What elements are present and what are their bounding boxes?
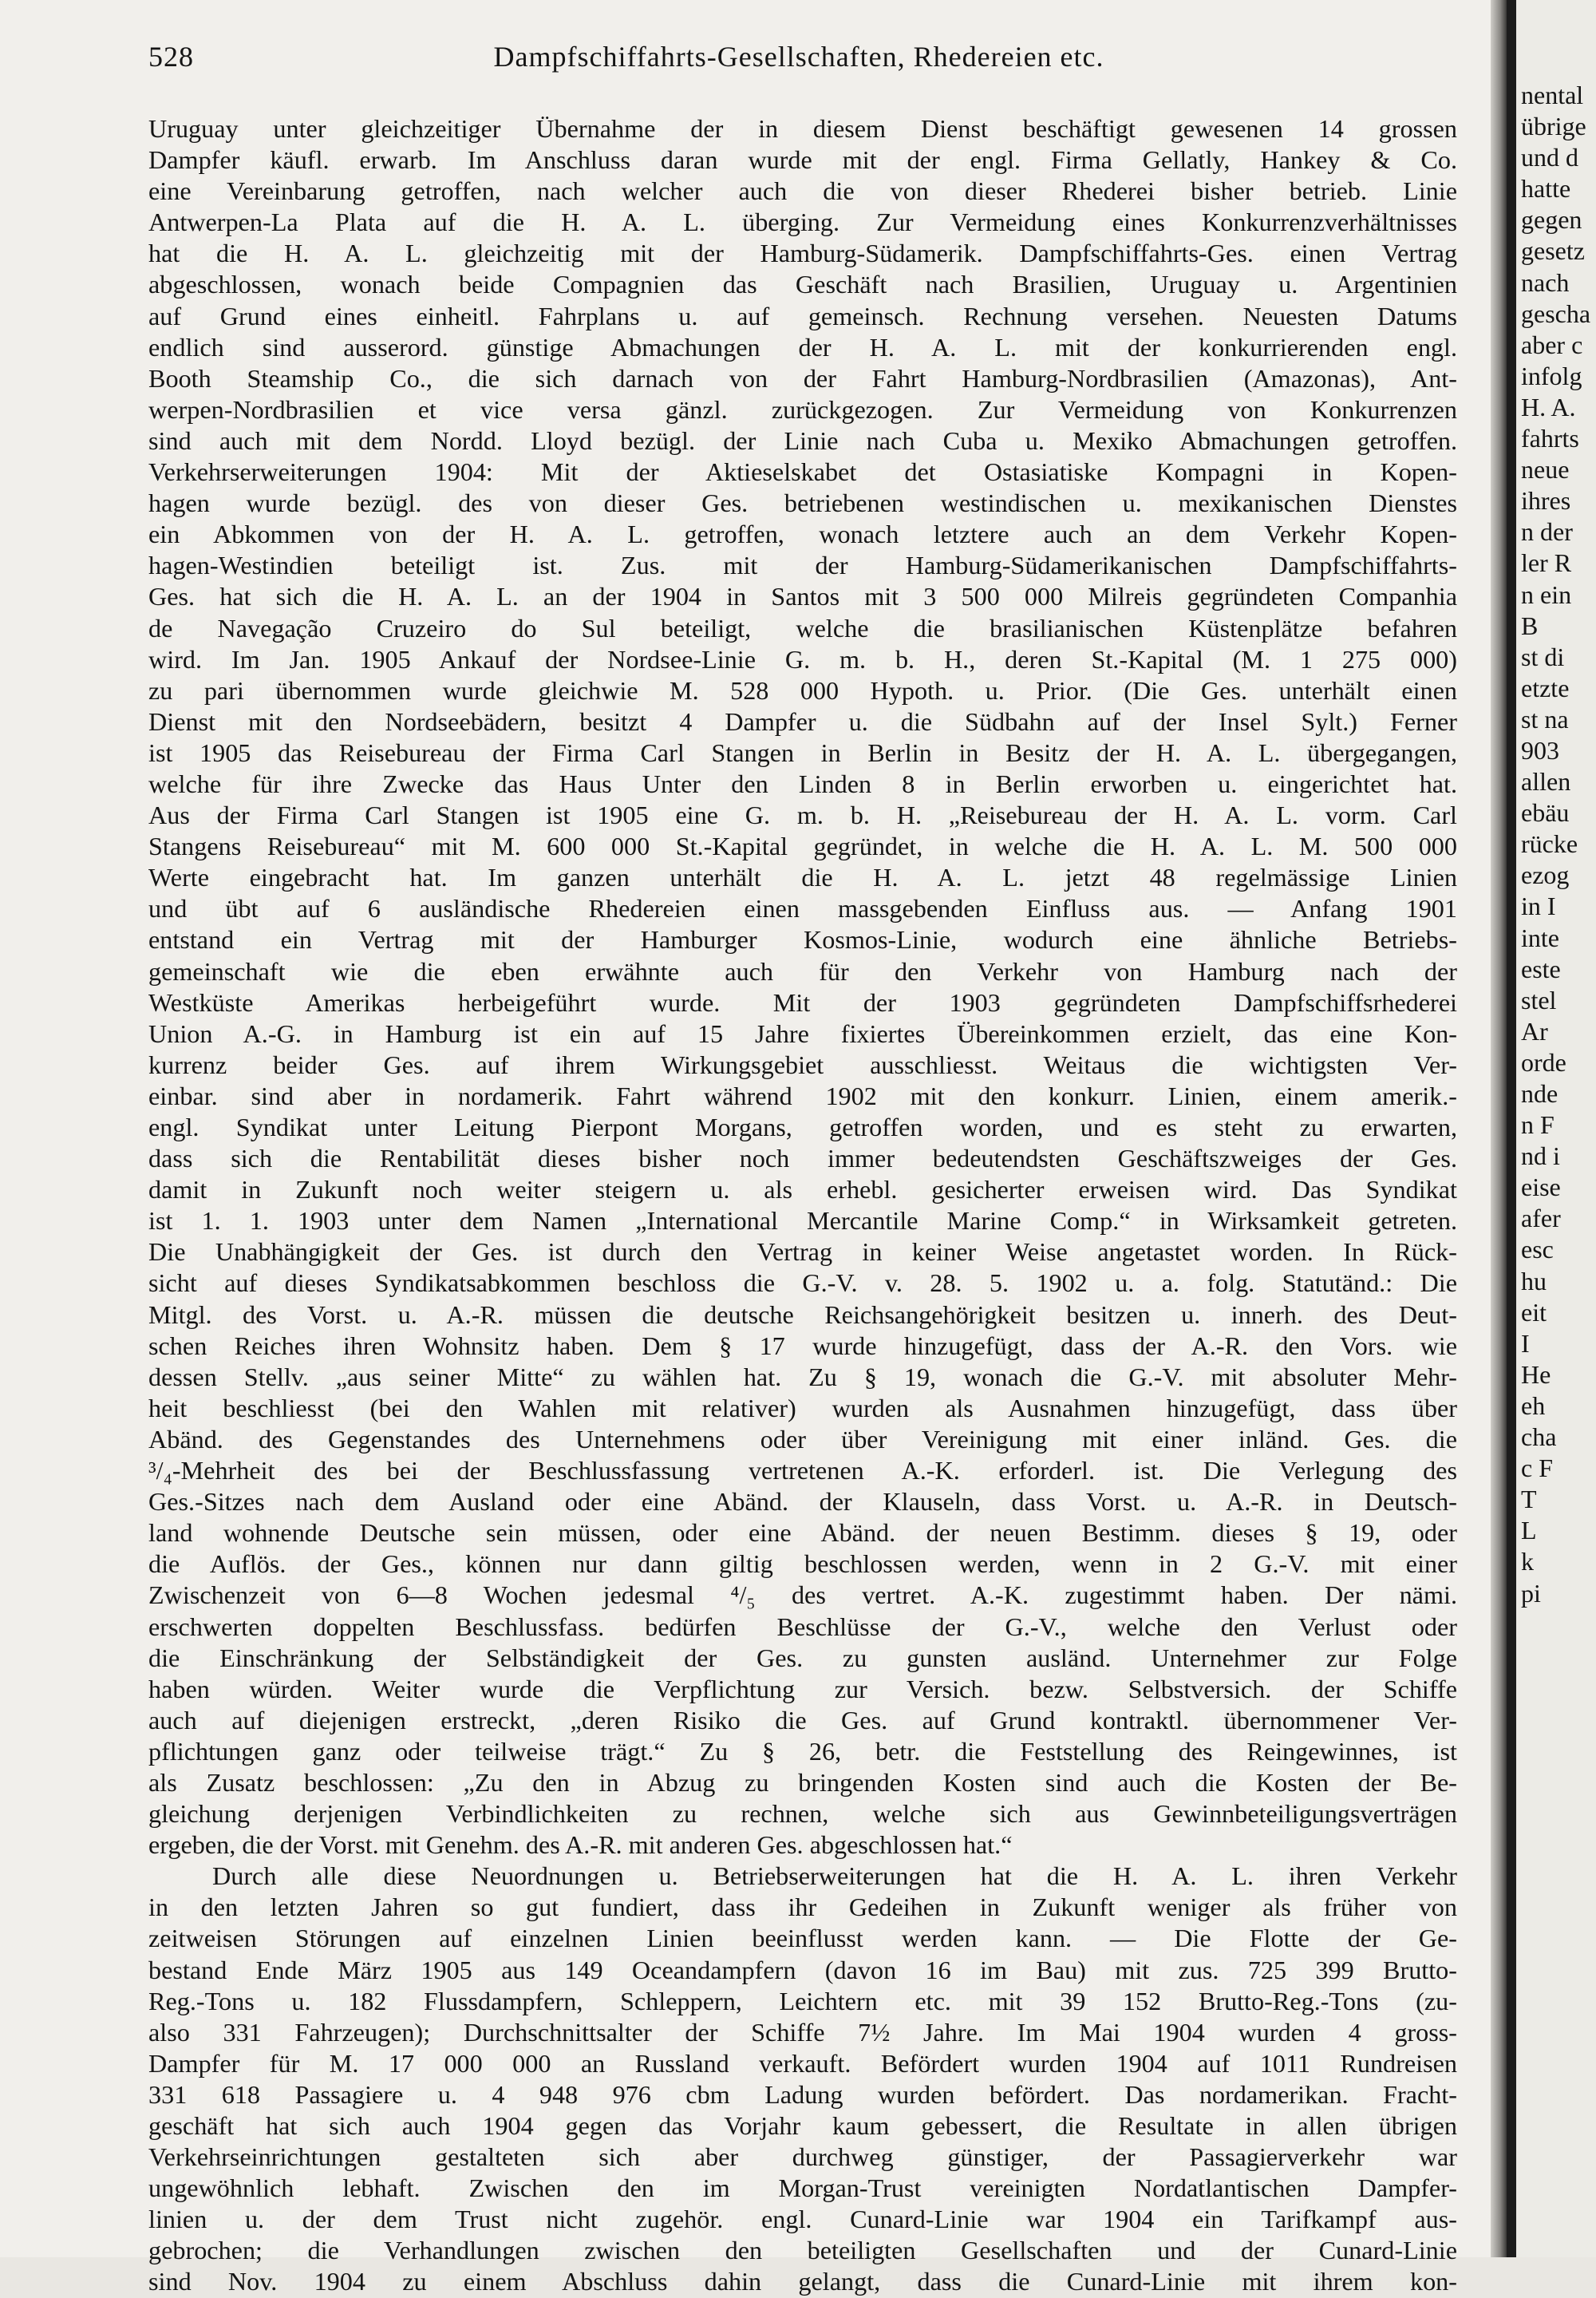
text-line: sind Nov. 1904 zu einem Abschluss dahin gelangt, dass die Cunard-Linie mit ihrem kon- xyxy=(148,2267,1457,2296)
neighbor-fragment: hatte xyxy=(1521,174,1571,204)
text-line: Booth Steamship Co., die sich darnach von der Fahrt Hamburg-Nordbrasilien (Amazonas), Ant- xyxy=(148,363,1457,393)
neighbor-fragment: eise xyxy=(1521,1173,1561,1202)
text-line: auf Grund eines einheitl. Fahrplans u. auf gemeinsch. Rechnung versehen. Neuesten Datums xyxy=(148,301,1457,330)
text-line: dass sich die Rentabilität dieses bisher noch immer bedeutendsten Geschäftszweiges der Ges. xyxy=(148,1144,1457,1173)
text-line: endlich sind ausserord. günstige Abmachungen der H. A. L. mit der konkurrierenden engl. xyxy=(148,332,1457,362)
text-line: Die Unabhängigkeit der Ges. ist durch den Vertrag in keiner Weise angetastet worden. In Rück- xyxy=(148,1237,1457,1267)
neighbor-fragment: este xyxy=(1521,954,1561,983)
neighbor-fragment: gescha xyxy=(1521,299,1591,328)
text-line: ein Abkommen von der H. A. L. getroffen, wonach letztere auch an dem Verkehr Kopen- xyxy=(148,520,1457,549)
text-line: zu pari übernommen wurde gleichwie M. 528 000 Hypoth. u. Prior. (Die Ges. unterhält einen xyxy=(148,675,1457,705)
text-line: hagen wurde bezügl. des von dieser Ges. betriebenen westindischen u. mexikanischen Dienstes xyxy=(148,488,1457,518)
text-line: hat die H. A. L. gleichzeitig mit der Hamburg-Südamerik. Dampfschiffahrts-Ges. einen Vertrag xyxy=(148,239,1457,268)
neighbor-fragment: B xyxy=(1521,611,1539,640)
neighbor-fragment: orde xyxy=(1521,1047,1566,1077)
neighbor-page-text xyxy=(1521,80,1590,1609)
neighbor-fragment: n der xyxy=(1521,517,1573,547)
neighbor-fragment: aber c xyxy=(1521,330,1583,359)
page-header xyxy=(148,40,1457,80)
text-line: bestand Ende März 1905 aus 149 Oceandampfern (davon 16 im Bau) mit zus. 725 399 Brutto- xyxy=(148,1955,1457,1984)
neighbor-fragment: pi xyxy=(1521,1578,1541,1608)
text-line: dessen Stellv. „aus seiner Mitte“ zu wählen hat. Zu § 19, wonach die G.-V. mit absoluter Mehr- xyxy=(148,1362,1457,1391)
neighbor-fragment: ler R xyxy=(1521,548,1572,578)
neighbor-fragment: L xyxy=(1521,1516,1537,1545)
text-line: wird. Im Jan. 1905 Ankauf der Nordsee-Linie G. m. b. H., deren St.-Kapital (M. 1 275 000) xyxy=(148,644,1457,674)
neighbor-fragment: übrige xyxy=(1521,112,1586,141)
text-line: Werte eingebracht hat. Im ganzen unterhält die H. A. L. jetzt 48 regelmässige Linien xyxy=(148,863,1457,892)
neighbor-fragment: inte xyxy=(1521,923,1559,952)
text-line: als Zusatz beschlossen: „Zu den in Abzug zu bringenden Kosten sind auch die Kosten der Be- xyxy=(148,1767,1457,1797)
text-line: welche für ihre Zwecke das Haus Unter den Linden 8 in Berlin erworben u. eingerichtet hat. xyxy=(148,769,1457,798)
text-line: gebrochen; die Verhandlungen zwischen den beteiligten Gesellschaften und der Cunard-Linie xyxy=(148,2236,1457,2265)
text-line: werpen-Nordbrasilien et vice versa gänzl. zurückgezogen. Zur Vermeidung von Konkurrenzen xyxy=(148,394,1457,424)
text-line: die Einschränkung der Selbständigkeit der Ges. zu gunsten ausländ. Unternehmer zur Folge xyxy=(148,1643,1457,1672)
neighbor-fragment: nde xyxy=(1521,1079,1558,1108)
text-line: gleichung derjenigen Verbindlichkeiten zu rechnen, welche sich aus Gewinnbeteiligungsverträgen xyxy=(148,1799,1457,1829)
text-line: ³/₄-Mehrheit des bei der Beschlussfassung vertretenen A.-K. erforderl. ist. Die Verlegung des xyxy=(148,1456,1457,1485)
neighbor-fragment: gesetz xyxy=(1521,236,1585,266)
text-line: sind auch mit dem Nordd. Lloyd bezügl. der Linie nach Cuba u. Mexiko Abmachungen getroffen. xyxy=(148,425,1457,455)
text-line: sicht auf dieses Syndikatsabkommen beschloss die G.-V. v. 28. 5. 1902 u. a. folg. Statutänd.: Die xyxy=(148,1268,1457,1298)
neighbor-fragment: eit xyxy=(1521,1297,1547,1327)
neighbor-fragment: neue xyxy=(1521,455,1570,485)
running-title: Dampfschiffahrts-Gesellschaften, Rhedereien etc. xyxy=(493,41,1104,73)
text-line: damit in Zukunft noch weiter steigern u. als erhebl. gesicherter erweisen wird. Das Syndikat xyxy=(148,1175,1457,1204)
text-line: haben würden. Weiter wurde die Verpflichtung zur Versich. bezw. Selbstversich. der Schiffe xyxy=(148,1674,1457,1703)
neighbor-fragment: n ein xyxy=(1521,579,1572,609)
text-line: eine Vereinbarung getroffen, nach welcher auch die von dieser Rhederei bisher betrieb. Linie xyxy=(148,176,1457,206)
text-line: einbar. sind aber in nordamerik. Fahrt während 1902 mit den konkurr. Linien, einem amerik.- xyxy=(148,1081,1457,1110)
text-line: ist 1. 1. 1903 unter dem Namen „International Mercantile Marine Comp.“ in Wirksamkeit getreten. xyxy=(148,1206,1457,1236)
text-line: geschäft hat sich auch 1904 gegen das Vorjahr kaum gebessert, die Resultate in allen übrigen xyxy=(148,2111,1457,2140)
text-line: Ges.-Sitzes nach dem Ausland oder eine Abänd. der Klauseln, dass Vorst. u. A.-R. in Deutsch- xyxy=(148,1487,1457,1517)
neighbor-fragment: gegen xyxy=(1521,205,1582,235)
neighbor-fragment: hu xyxy=(1521,1266,1547,1295)
text-line: ergeben, die der Vorst. mit Genehm. des A.-R. mit anderen Ges. abgeschlossen hat.“ xyxy=(148,1830,1013,1860)
neighbor-fragment: in I xyxy=(1521,892,1556,921)
text-line: de Navegação Cruzeiro do Sul beteiligt, welche die brasilianischen Küstenplätze befahren xyxy=(148,613,1457,643)
text-line: linien u. der dem Trust nicht zugehör. engl. Cunard-Linie war 1904 ein Tarifkampf aus- xyxy=(148,2205,1457,2234)
neighbor-fragment: esc xyxy=(1521,1235,1554,1264)
neighbor-fragment: ebäu xyxy=(1521,798,1570,828)
text-line: heit beschliesst (bei den Wahlen mit relativer) wurden als Ausnahmen hinzugefügt, dass über xyxy=(148,1393,1457,1422)
neighbor-fragment: ihres xyxy=(1521,486,1571,516)
text-line: Abänd. des Gegenstandes des Unternehmens oder über Vereinigung mit einer inländ. Ges. die xyxy=(148,1424,1457,1454)
neighbor-fragment: ezog xyxy=(1521,860,1570,890)
text-line: hagen-Westindien beteiligt ist. Zus. mit der Hamburg-Südamerikanischen Dampfschiffahrts- xyxy=(148,551,1457,580)
neighbor-fragment: fahrts xyxy=(1521,424,1579,453)
neighbor-fragment: H. A. xyxy=(1521,392,1576,421)
text-line: Dampfer käufl. erwarb. Im Anschluss daran wurde mit der engl. Firma Gellatly, Hankey & Co. xyxy=(148,145,1457,175)
text-line: schen Reiches ihren Wohnsitz haben. Dem § 17 wurde hinzugefügt, dass der A.-R. den Vors. wie xyxy=(148,1331,1457,1360)
neighbor-fragment: T xyxy=(1521,1485,1537,1514)
text-line: engl. Syndikat unter Leitung Pierpont Morgans, getroffen worden, und es steht zu erwarten, xyxy=(148,1113,1457,1141)
neighbor-fragment: Ar xyxy=(1521,1016,1548,1046)
text-line: ungewöhnlich lebhaft. Zwischen den im Morgan-Trust vereinigten Nordatlantischen Dampfer- xyxy=(148,2173,1457,2203)
text-line: kurrenz beider Ges. auf ihrem Wirkungsgebiet ausschliesst. Weitaus die wichtigsten Ver- xyxy=(148,1050,1457,1079)
neighbor-fragment: cha xyxy=(1521,1422,1557,1452)
neighbor-fragment: c F xyxy=(1521,1454,1553,1483)
neighbor-fragment: infolg xyxy=(1521,361,1582,390)
neighbor-fragment: rücke xyxy=(1521,829,1578,859)
text-line: gemeinschaft wie die eben erwähnte auch für den Verkehr von Hamburg nach der xyxy=(148,956,1457,986)
text-line: Dienst mit den Nordseebädern, besitzt 4 Dampfer u. die Südbahn auf der Insel Sylt.) Ferner xyxy=(148,706,1457,736)
book-gutter xyxy=(1491,0,1507,2257)
neighbor-fragment: nach xyxy=(1521,267,1570,297)
body-text xyxy=(148,113,1457,2298)
text-line: und übt auf 6 ausländische Rhedereien einen massgebenden Einfluss aus. — Anfang 1901 xyxy=(148,894,1457,924)
neighbor-fragment: nd i xyxy=(1521,1141,1560,1171)
text-line: land wohnende Deutsche sein müssen, oder eine Abänd. der neuen Bestimm. dieses § 19, oder xyxy=(148,1518,1457,1548)
neighbor-fragment: He xyxy=(1521,1359,1551,1389)
text-line: abgeschlossen, wonach beide Compagnien das Geschäft nach Brasilien, Uruguay u. Argentinien xyxy=(148,270,1457,299)
text-line: entstand ein Vertrag mit der Hamburger Kosmos-Linie, wodurch eine ähnliche Betriebs- xyxy=(148,925,1457,955)
neighbor-fragment: stel xyxy=(1521,985,1557,1015)
text-line: Union A.-G. in Hamburg ist ein auf 15 Jahre fixiertes Übereinkommen erzielt, das eine Kon- xyxy=(148,1018,1457,1048)
text-line: Reg.-Tons u. 182 Flussdampfern, Schleppern, Leichtern etc. mit 39 152 Brutto-Reg.-Tons (zu- xyxy=(148,1986,1457,2015)
neighbor-fragment: allen xyxy=(1521,767,1571,797)
text-line: Zwischenzeit von 6—8 Wochen jedesmal ⁴/₅ des vertret. A.-K. zugestimmt haben. Der nämi. xyxy=(148,1580,1457,1610)
text-line: Stangens Reisebureau“ mit M. 600 000 St.-Kapital gegründet, in welche die H. A. L. M. 500 000 xyxy=(148,832,1457,861)
text-line: Ges. hat sich die H. A. L. an der 1904 in Santos mit 3 500 000 Milreis gegründeten Companhia xyxy=(148,582,1457,611)
text-line: in den letzten Jahren so gut fundiert, dass ihr Gedeihen in Zukunft weniger als früher von xyxy=(148,1893,1457,1922)
neighbor-fragment: st na xyxy=(1521,704,1569,734)
text-line: erschwerten doppelten Beschlussfass. bedürfen Beschlüsse der G.-V., welche den Verlust oder xyxy=(148,1612,1457,1641)
text-line: Uruguay unter gleichzeitiger Übernahme der in diesem Dienst beschäftigt gewesenen 14 grossen xyxy=(148,114,1457,143)
neighbor-fragment: k xyxy=(1521,1547,1534,1576)
neighbor-fragment: eh xyxy=(1521,1390,1546,1420)
text-line: Aus der Firma Carl Stangen ist 1905 eine G. m. b. H. „Reisebureau der H. A. L. vorm. Carl xyxy=(148,801,1457,830)
text-line: 331 618 Passagiere u. 4 948 976 cbm Ladung wurden befördert. Das nordamerikan. Fracht- xyxy=(148,2079,1457,2109)
book-spine xyxy=(1507,0,1516,2257)
text-line: also 331 Fahrzeugen); Durchschnittsalter der Schiffe 7½ Jahre. Im Mai 1904 wurden 4 gross- xyxy=(148,2017,1457,2047)
neighbor-fragment: st di xyxy=(1521,642,1565,671)
text-line: zeitweisen Störungen auf einzelnen Linien beeinflusst werden kann. — Die Flotte der Ge- xyxy=(148,1924,1457,1953)
text-line: Antwerpen-La Plata auf die H. A. L. überging. Zur Vermeidung eines Konkurrenzverhältnisses xyxy=(148,208,1457,237)
text-line: Mitgl. des Vorst. u. A.-R. müssen die deutsche Reichsangehörigkeit besitzen u. innerh. des Deut- xyxy=(148,1299,1457,1329)
neighbor-fragment: nental xyxy=(1521,81,1584,109)
text-line: Durch alle diese Neuordnungen u. Betriebserweiterungen hat die H. A. L. ihren Verkehr xyxy=(212,1861,1457,1891)
text-line: Verkehrserweiterungen 1904: Mit der Aktieselskabet det Ostasiatiske Kompagni in Kopen- xyxy=(148,457,1457,487)
page-number: 528 xyxy=(148,41,194,73)
text-line: auch auf diejenigen erstreckt, „deren Risiko die Ges. auf Grund kontraktl. übernommener Ver- xyxy=(148,1705,1457,1734)
text-line: Dampfer für M. 17 000 000 an Russland verkauft. Befördert wurden 1904 auf 1011 Rundreisen xyxy=(148,2048,1457,2078)
text-line: Westküste Amerikas herbeigeführt wurde. Mit der 1903 gegründeten Dampfschiffsrhederei xyxy=(148,987,1457,1017)
neighbor-fragment: etzte xyxy=(1521,673,1570,702)
neighbor-fragment: und d xyxy=(1521,143,1578,172)
neighbor-fragment: I xyxy=(1521,1328,1530,1358)
neighbor-fragment: afer xyxy=(1521,1204,1561,1233)
neighbor-fragment: 903 xyxy=(1521,735,1559,765)
text-line: die Auflös. der Ges., können nur dann giltig beschlossen werden, wenn in 2 G.-V. mit einer xyxy=(148,1549,1457,1579)
text-line: Verkehrseinrichtungen gestalteten sich aber durchweg günstiger, der Passagierverkehr war xyxy=(148,2142,1457,2172)
neighbor-page-edge xyxy=(1516,0,1596,2257)
neighbor-fragment: n F xyxy=(1521,1110,1555,1140)
text-line: ist 1905 das Reisebureau der Firma Carl Stangen in Berlin in Besitz der H. A. L. übergegangen, xyxy=(148,738,1457,767)
text-line: pflichtungen ganz oder teilweise trägt.“ Zu § 26, betr. die Feststellung des Reingewinnes, ist xyxy=(148,1736,1457,1766)
